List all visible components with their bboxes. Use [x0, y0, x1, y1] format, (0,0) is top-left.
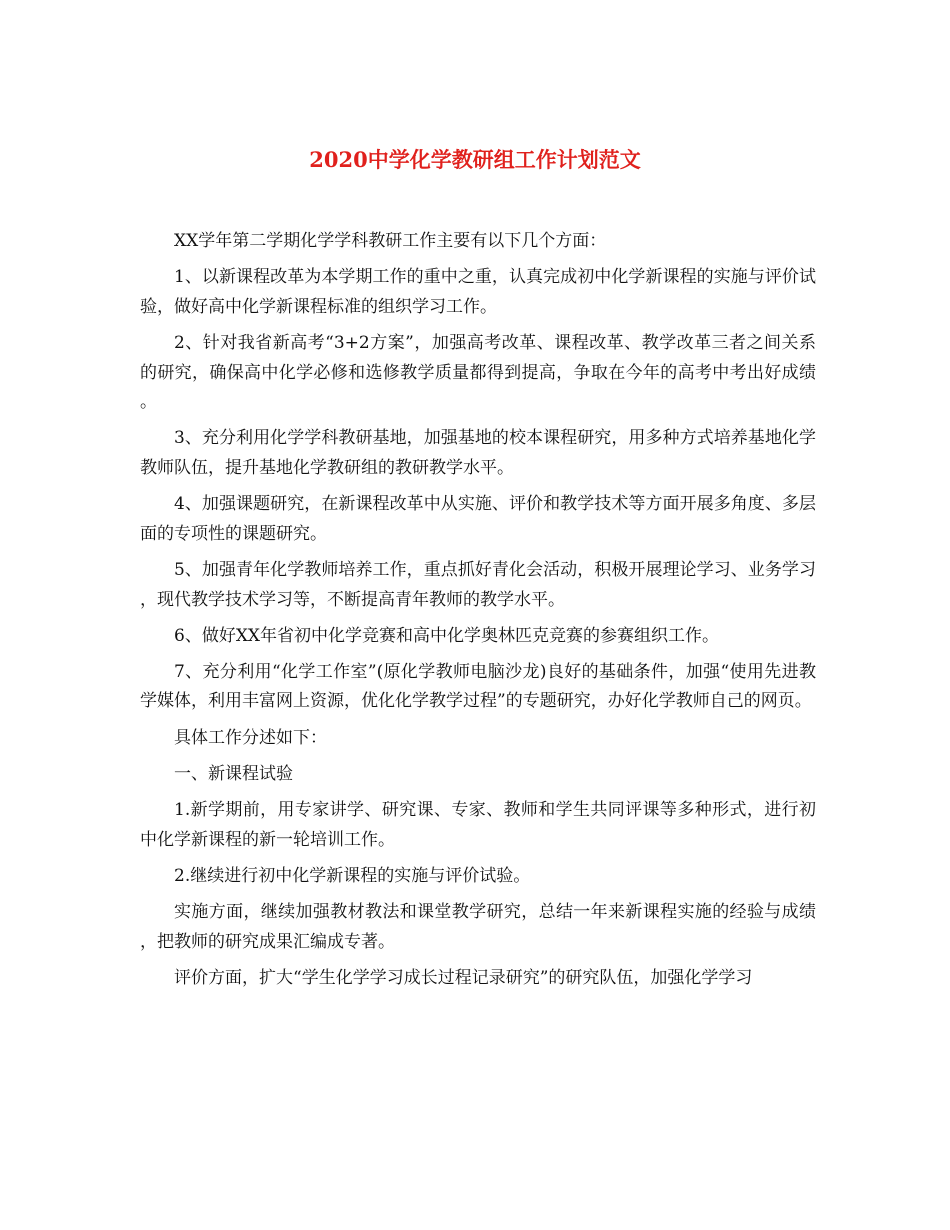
paragraph-intro: XX学年第二学期化学学科教研工作主要有以下几个方面： — [174, 231, 607, 251]
paragraph-item-5: 5、加强青年化学教师培养工作，重点抓好青化会活动，积极开展理论学习、业务学习，现代教学技术学习等，不断提高青年教师的教学水平。 — [140, 559, 816, 610]
paragraph-item-2: 2、针对我省新高考“3+2方案”，加强高考改革、课程改革、教学改革三者之间关系的研究，确保高中化学必修和选修教学质量都得到提高，争取在今年的高考中考出好成绩。 — [140, 332, 816, 413]
paragraph-item-3: 3、充分利用化学学科教研基地，加强基地的校本课程研究，用多种方式培养基地化学教师队伍，提升基地化学教研组的教研教学水平。 — [140, 428, 816, 478]
paragraph-subitem-2: 2.继续进行初中化学新课程的实施与评价试验。 — [174, 865, 531, 886]
paragraph-subitem-1: 1.新学期前，用专家讲学、研究课、专家、教师和学生共同评课等多种形式，进行初中化学新课程的新一轮培训工作。 — [140, 800, 816, 850]
paragraph-item-7: 7、充分利用“化学工作室”(原化学教师电脑沙龙)良好的基础条件，加强“使用先进教学媒体，利用丰富网上资源，优化化学教学过程”的专题研究，办好化学教师自己的网页。 — [140, 661, 816, 712]
paragraph-item-1: 1、以新课程改革为本学期工作的重中之重，认真完成初中化学新课程的实施与评价试验，做好高中化学新课程标准的组织学习工作。 — [140, 267, 816, 317]
section-heading-new-curriculum: 一、新课程试验 — [174, 763, 293, 784]
paragraph-evaluation: 评价方面，扩大“学生化学学习成长过程记录研究”的研究队伍，加强化学学习 — [174, 967, 753, 988]
paragraph-item-6: 6、做好XX年省初中化学竞赛和高中化学奥林匹克竞赛的参赛组织工作。 — [174, 625, 720, 646]
document-title: 2020中学化学教研组工作计划范文 — [309, 147, 641, 172]
paragraph-item-4: 4、加强课题研究，在新课程改革中从实施、评价和教学技术等方面开展多角度、多层面的专项性的课题研究。 — [140, 494, 816, 544]
document-body — [140, 227, 816, 1000]
paragraph-details-intro: 具体工作分述如下： — [174, 727, 327, 748]
paragraph-implementation: 实施方面，继续加强教材教法和课堂教学研究，总结一年来新课程实施的经验与成绩，把教师的研究成果汇编成专著。 — [140, 902, 816, 952]
